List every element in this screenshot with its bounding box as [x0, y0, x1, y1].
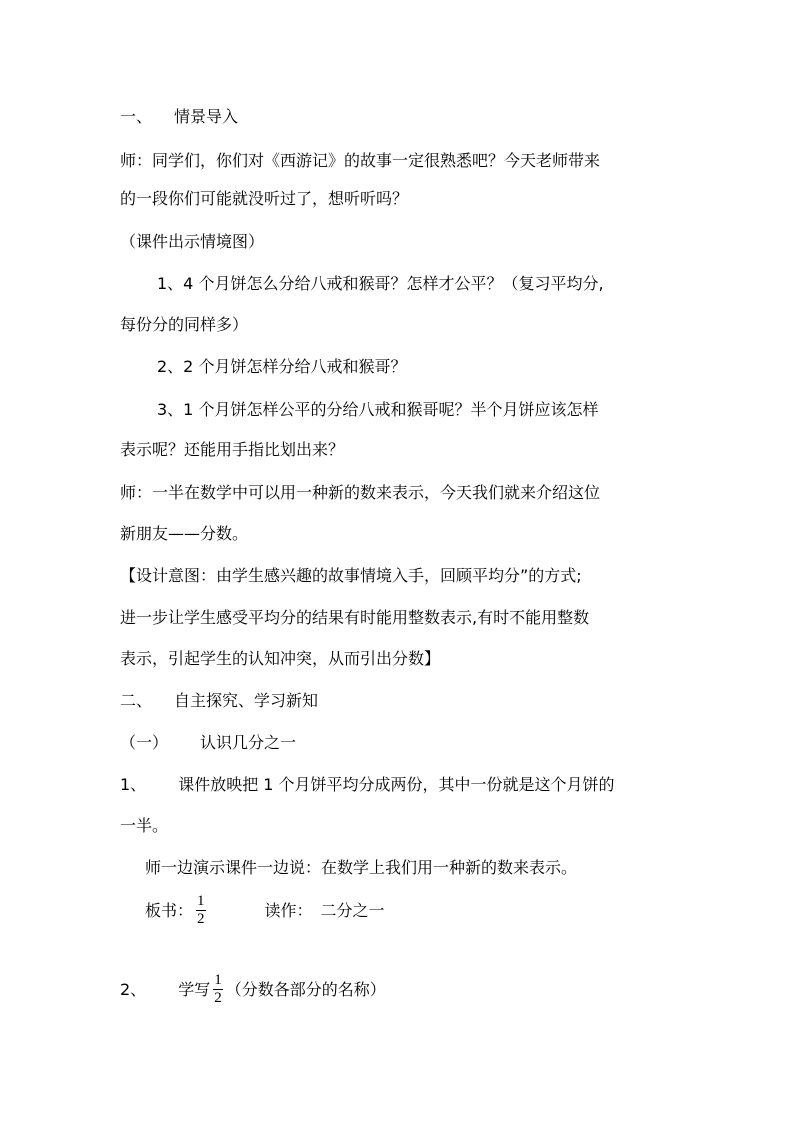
board-writing-line [145, 894, 385, 926]
subsection-title: 认识几分之一 [200, 733, 297, 752]
board-label: 板书： [145, 901, 194, 920]
fraction-numerator: 1 [214, 972, 222, 988]
question-line: 表示呢？还能用手指比划出来？ [120, 440, 345, 459]
list-item-line [120, 973, 386, 1005]
teacher-demo-line: 师一边演示课件一边说：在数学上我们用一种新的数来表示。 [145, 858, 578, 877]
question-line: 每份分的同样多） [120, 315, 249, 334]
fraction-one-half [213, 972, 223, 1007]
list-item-number: 1、 [120, 775, 147, 794]
section-number: 二、 [120, 691, 153, 710]
design-note-line: 【设计意图：由学生感兴趣的故事情境入手，回顾平均分”的方式; [120, 566, 582, 585]
list-item-number: 2、 [120, 980, 147, 999]
subsection-number: （一） [120, 733, 169, 752]
list-item-note: （分数各部分的名称） [225, 980, 386, 999]
question-line: 2、2 个月饼怎样分给八戒和猴哥？ [157, 357, 407, 376]
paragraph-line: （课件出示情境图） [120, 232, 265, 251]
section-title: 情景导入 [174, 107, 239, 126]
list-item-text: 课件放映把 1 个月饼平均分成两份，其中一份就是这个月饼的 [178, 775, 615, 794]
fraction-denominator: 2 [214, 990, 222, 1006]
fraction-numerator: 1 [197, 893, 205, 909]
question-line: 1、4 个月饼怎么分给八戒和猴哥？怎样才公平？（复习平均分, [157, 274, 604, 293]
paragraph-line: 新朋友——分数。 [120, 524, 249, 543]
read-value: 二分之一 [320, 901, 385, 920]
section-heading-2 [120, 689, 318, 713]
paragraph-line: 师：同学们，你们对《西游记》的故事一定很熟悉吧？今天老师带来 [120, 151, 601, 170]
section-title: 自主探究、学习新知 [174, 691, 319, 710]
section-heading-1 [120, 105, 238, 129]
design-note-line: 进一步让学生感受平均分的结果有时能用整数表示,有时不能用整数 [120, 608, 590, 627]
fraction-denominator: 2 [197, 911, 205, 927]
list-item-line: 一半。 [120, 816, 169, 835]
question-line: 3、1 个月饼怎样公平的分给八戒和猴哥呢？半个月饼应该怎样 [157, 400, 599, 419]
design-note-line: 表示，引起学生的认知冲突，从而引出分数】 [120, 649, 441, 668]
subsection-heading [120, 731, 296, 755]
list-item-line [120, 773, 615, 797]
paragraph-line: 师：一半在数学中可以用一种新的数来表示，今天我们就来介绍这位 [120, 483, 601, 502]
read-label: 读作： [264, 901, 313, 920]
section-number: 一、 [120, 107, 153, 126]
fraction-one-half [196, 893, 206, 928]
paragraph-line: 的一段你们可能就没听过了，想听听吗？ [120, 189, 409, 208]
list-item-text: 学写 [178, 980, 211, 999]
